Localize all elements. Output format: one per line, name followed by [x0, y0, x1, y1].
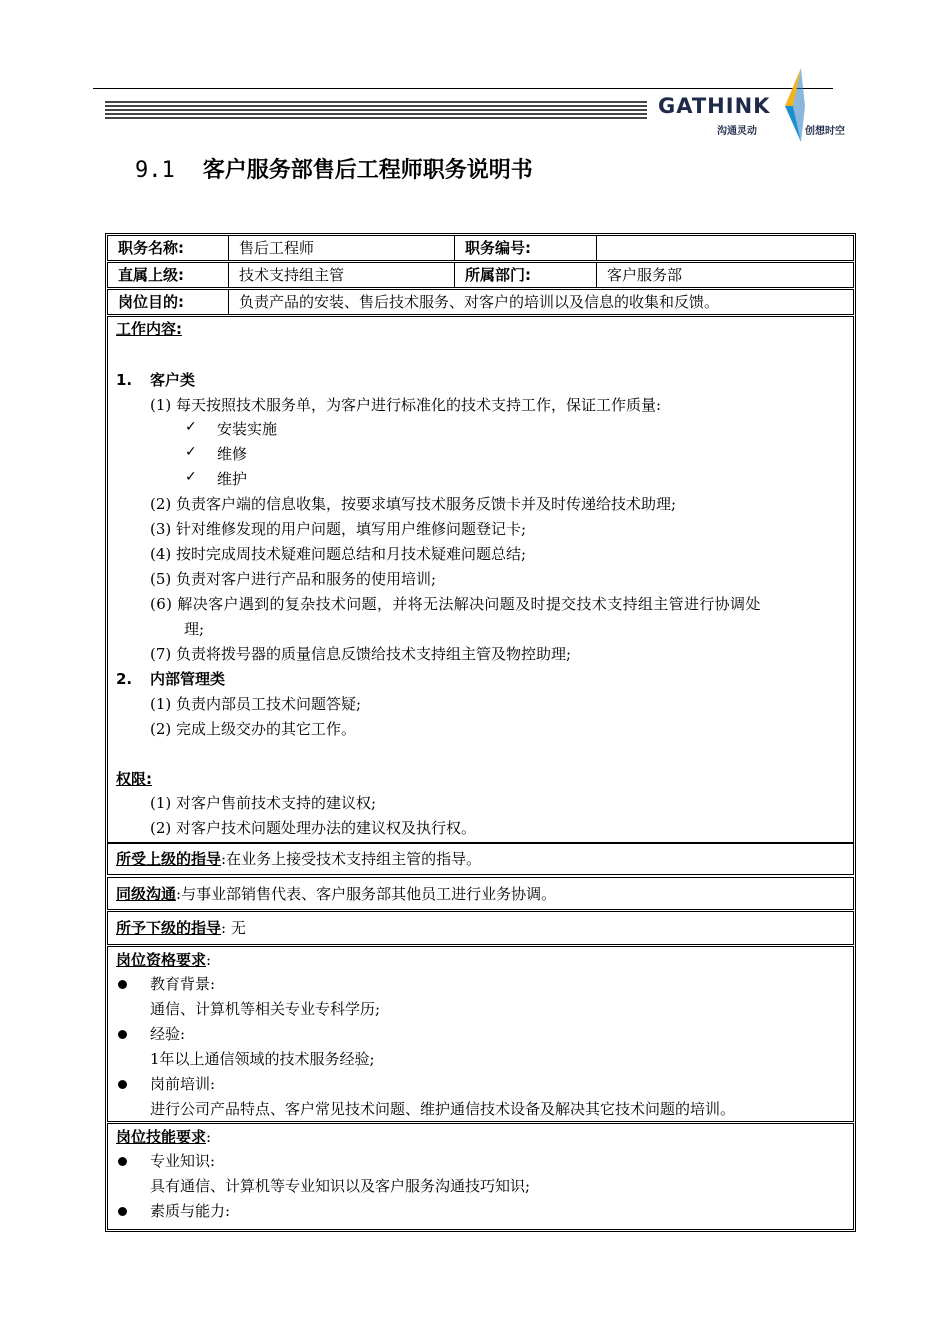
skills-colon: :: [206, 1128, 212, 1146]
peer-communication-text: :与事业部销售代表、客户服务部其他员工进行业务协调。: [176, 885, 557, 903]
superior-label: 直属上级:: [118, 266, 184, 284]
work-item: (5) 负责对客户进行产品和服务的使用培训;: [150, 570, 437, 588]
guidance-from-superior: [116, 849, 481, 869]
department-value: 客户服务部: [596, 263, 853, 287]
check-icon: ✓: [185, 444, 197, 460]
title-text: 客户服务部售后工程师职务说明书: [202, 158, 533, 183]
work-item: (3) 针对维修发现的用户问题，填写用户维修问题登记卡;: [150, 520, 527, 538]
check-icon: ✓: [185, 469, 197, 485]
guidance-from-superior-label: 所受上级的指导: [116, 850, 222, 868]
section-1-title: 客户类: [150, 371, 196, 389]
department-label: 所属部门:: [454, 263, 596, 287]
job-code-label: 职务编号:: [454, 236, 596, 260]
purpose-label: 岗位目的:: [118, 293, 184, 311]
work-item: (6) 解决客户遇到的复杂技术问题，并将无法解决问题及时提交技术支持组主管进行协调处: [150, 595, 761, 613]
row-superior: [107, 262, 854, 288]
checklist-item: 安装实施: [217, 420, 278, 438]
qualification-detail: 通信、计算机等相关专业专科学历;: [150, 1000, 381, 1018]
qualifications-heading: [116, 950, 211, 970]
peer-communication-label: 同级沟通: [116, 885, 177, 903]
row-purpose: [107, 289, 854, 315]
row-job-name: [107, 235, 854, 261]
header-stripes: [105, 101, 647, 119]
work-item: (1) 每天按照技术服务单，为客户进行标准化的技术支持工作，保证工作质量:: [150, 396, 662, 414]
logo-wordmark: GATHINK: [658, 94, 771, 118]
page-title: [135, 153, 533, 184]
checklist-item: 维修: [217, 445, 248, 463]
skills-heading-text: 岗位技能要求: [116, 1128, 207, 1146]
qualification-label: 经验:: [150, 1025, 186, 1043]
job-name-label: 职务名称:: [118, 239, 184, 257]
logo-slogan-right: 创想时空: [805, 126, 845, 137]
work-item: (1) 负责内部员工技术问题答疑;: [150, 695, 362, 713]
qualifications-section: [107, 946, 854, 1122]
check-icon: ✓: [185, 419, 197, 435]
authority-item: (2) 对客户技术问题处理办法的建议权及执行权。: [150, 819, 477, 837]
logo-slogan-left: 沟通灵动: [717, 126, 757, 137]
guidance-from-superior-text: :在业务上接受技术支持组主管的指导。: [221, 850, 482, 868]
qualification-detail: 进行公司产品特点、客户常见技术问题、维护通信技术设备及解决其它技术问题的培训。: [150, 1100, 736, 1118]
qualification-label: 教育背景:: [150, 975, 216, 993]
peer-communication: [116, 884, 556, 904]
guidance-to-subordinate: [116, 918, 246, 938]
job-code-value: [596, 236, 853, 260]
work-item: (4) 按时完成周技术疑难问题总结和月技术疑难问题总结;: [150, 545, 527, 563]
qualification-detail: 1年以上通信领域的技术服务经验;: [150, 1050, 375, 1068]
bullet-icon: [118, 1030, 127, 1039]
title-number: 9.1: [135, 158, 175, 183]
checklist-item: 维护: [217, 470, 248, 488]
job-name-value: 售后工程师: [228, 236, 454, 260]
work-item: (2) 完成上级交办的其它工作。: [150, 720, 357, 738]
purpose-value: 负责产品的安装、售后技术服务、对客户的培训以及信息的收集和反馈。: [228, 290, 853, 314]
guidance-to-subordinate-text: : 无: [221, 919, 246, 937]
qualifications-colon: :: [206, 951, 212, 969]
authority-item: (1) 对客户售前技术支持的建议权;: [150, 794, 377, 812]
work-item-continuation: 理;: [184, 620, 205, 638]
qualification-label: 岗前培训:: [150, 1075, 216, 1093]
skill-label: 专业知识:: [150, 1152, 216, 1170]
bullet-icon: [118, 980, 127, 989]
section-2-title: 内部管理类: [150, 670, 226, 688]
section-2-number: 2.: [116, 670, 133, 688]
bullet-icon: [118, 1207, 127, 1216]
skill-label: 素质与能力:: [150, 1202, 231, 1220]
guidance-to-subordinate-label: 所予下级的指导: [116, 919, 222, 937]
qualifications-heading-text: 岗位资格要求: [116, 951, 207, 969]
superior-value: 技术支持组主管: [228, 263, 454, 287]
authority-heading: 权限:: [116, 770, 152, 788]
gathink-logo: [655, 66, 870, 146]
skills-heading: [116, 1127, 211, 1147]
bullet-icon: [118, 1157, 127, 1166]
work-item: (2) 负责客户端的信息收集，按要求填写技术服务反馈卡并及时传递给技术助理;: [150, 495, 677, 513]
work-heading: 工作内容:: [116, 320, 182, 338]
bullet-icon: [118, 1080, 127, 1089]
skill-detail: 具有通信、计算机等专业知识以及客户服务沟通技巧知识;: [150, 1177, 531, 1195]
work-item: (7) 负责将拨号器的质量信息反馈给技术支持组主管及物控助理;: [150, 645, 572, 663]
section-1-number: 1.: [116, 371, 133, 389]
